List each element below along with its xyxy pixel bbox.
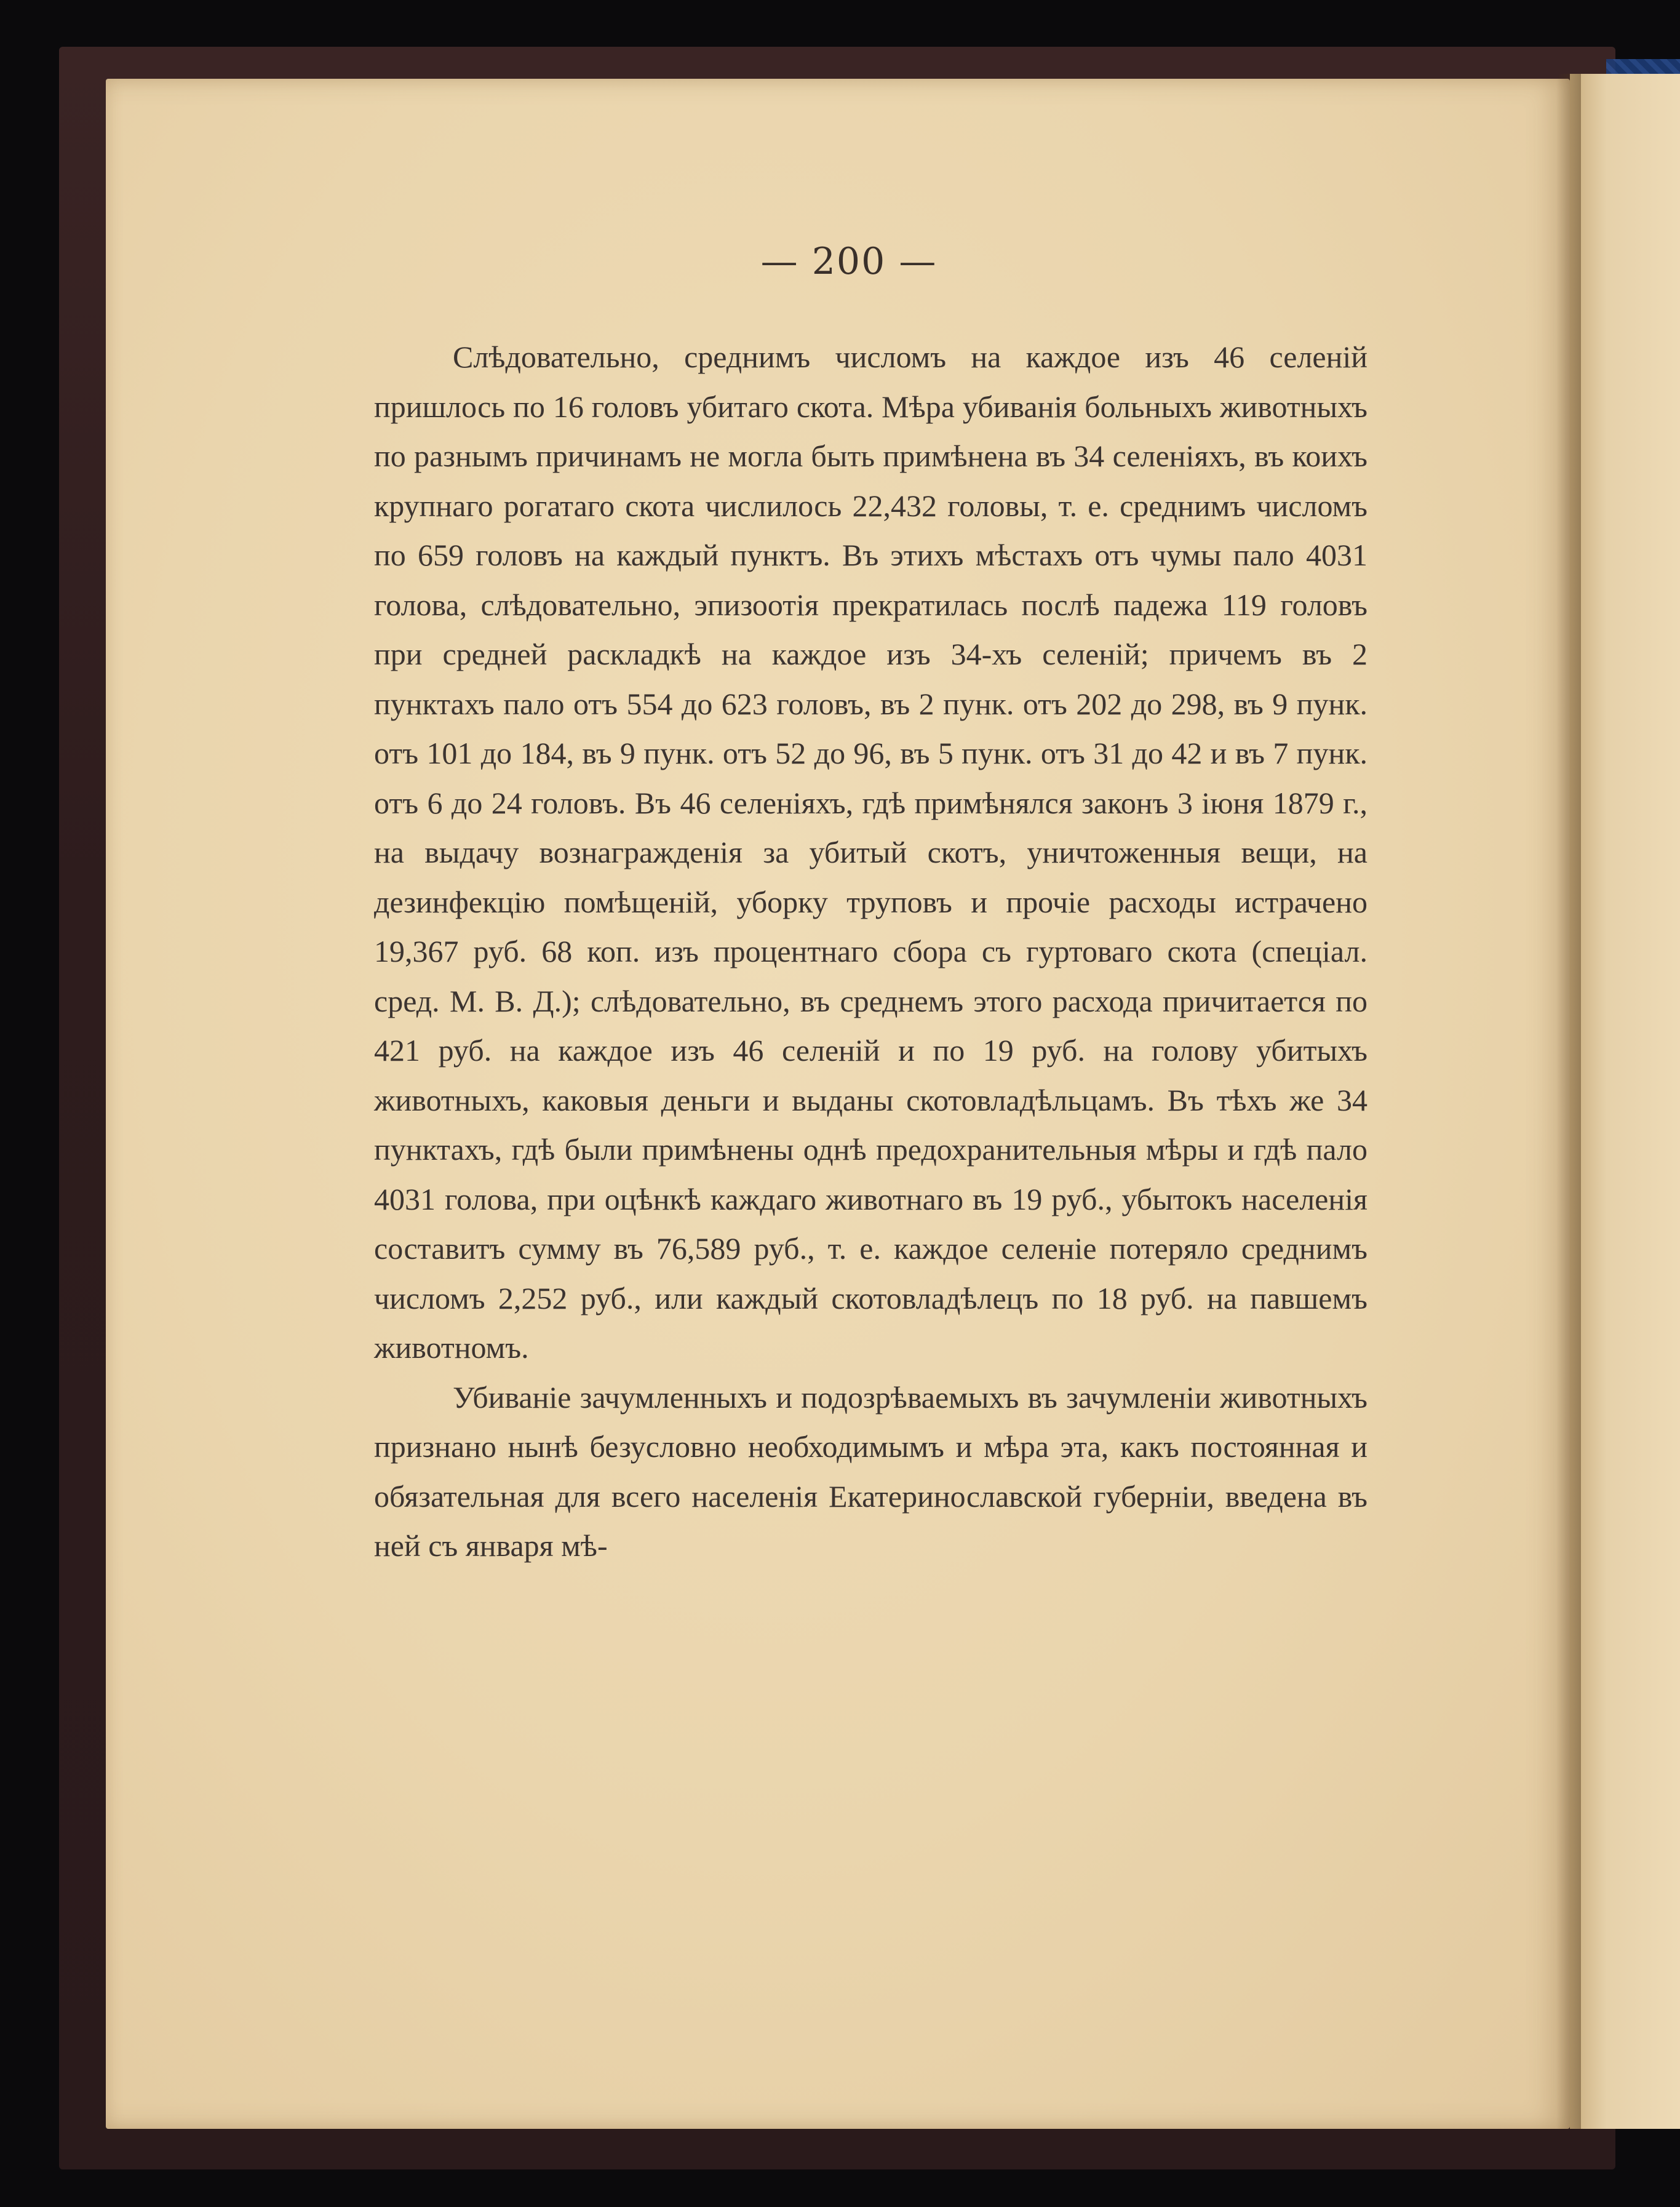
- page-body: [374, 332, 1367, 1571]
- paragraph: Слѣдовательно, среднимъ числомъ на каждое изъ 46 селеній пришлось по 16 головъ убитаго скота. Мѣра убиванія больныхъ животныхъ по разнымъ причинамъ не могла быть примѣнена въ 34 селеніяхъ, въ коихъ крупнаго рогатаго скота числилось 22,432 головы, т. е. среднимъ числомъ по 659 головъ на каждый пунктъ. Въ этихъ мѣстахъ отъ чумы пало 4031 голова, слѣдовательно, эпизоотія прекратилась послѣ падежа 119 головъ при средней раскладкѣ на каждое изъ 34-хъ селеній; причемъ въ 2 пунктахъ пало отъ 554 до 623 головъ, въ 2 пунк. отъ 202 до 298, въ 9 пунк. отъ 101 до 184, въ 9 пунк. отъ 52 до 96, въ 5 пунк. отъ 31 до 42 и въ 7 пунк. отъ 6 до 24 головъ. Въ 46 селеніяхъ, гдѣ примѣнялся законъ 3 іюня 1879 г., на выдачу вознагражденія за убитый скотъ, уничтоженныя вещи, на дезинфекцію помѣщеній, уборку труповъ и прочіе расходы истрачено 19,367 руб. 68 коп. изъ процентнаго сбора съ гуртоваго скота (спеціал. сред. М. В. Д.); слѣдовательно, въ среднемъ этого расхода причитается по 421 руб. на каждое изъ 46 селеній и по 19 руб. на голову убитыхъ животныхъ, каковыя деньги и выданы скотовладѣльцамъ. Въ тѣхъ же 34 пунктахъ, гдѣ были примѣнены однѣ предохранительныя мѣры и гдѣ пало 4031 голова, при оцѣнкѣ каждаго животнаго въ 19 руб., убытокъ населенія составитъ сумму въ 76,589 руб., т. е. каждое селеніе потеряло среднимъ числомъ 2,252 руб., или каждый скотовладѣлецъ по 18 руб. на павшемъ животномъ.: [374, 340, 1367, 1365]
- paragraph: Убиваніе зачумленныхъ и подозрѣваемыхъ въ зачумленіи животныхъ признано нынѣ безусловно необходимымъ и мѣра эта, какъ постоянная и обязательная для всего населенія Екатеринославской губерніи, введена въ ней съ января мѣ-: [374, 1379, 1367, 1563]
- spine-shadow: [1556, 74, 1581, 2129]
- page-number: — 200 —: [760, 240, 938, 283]
- next-page-edge: [1570, 74, 1680, 2129]
